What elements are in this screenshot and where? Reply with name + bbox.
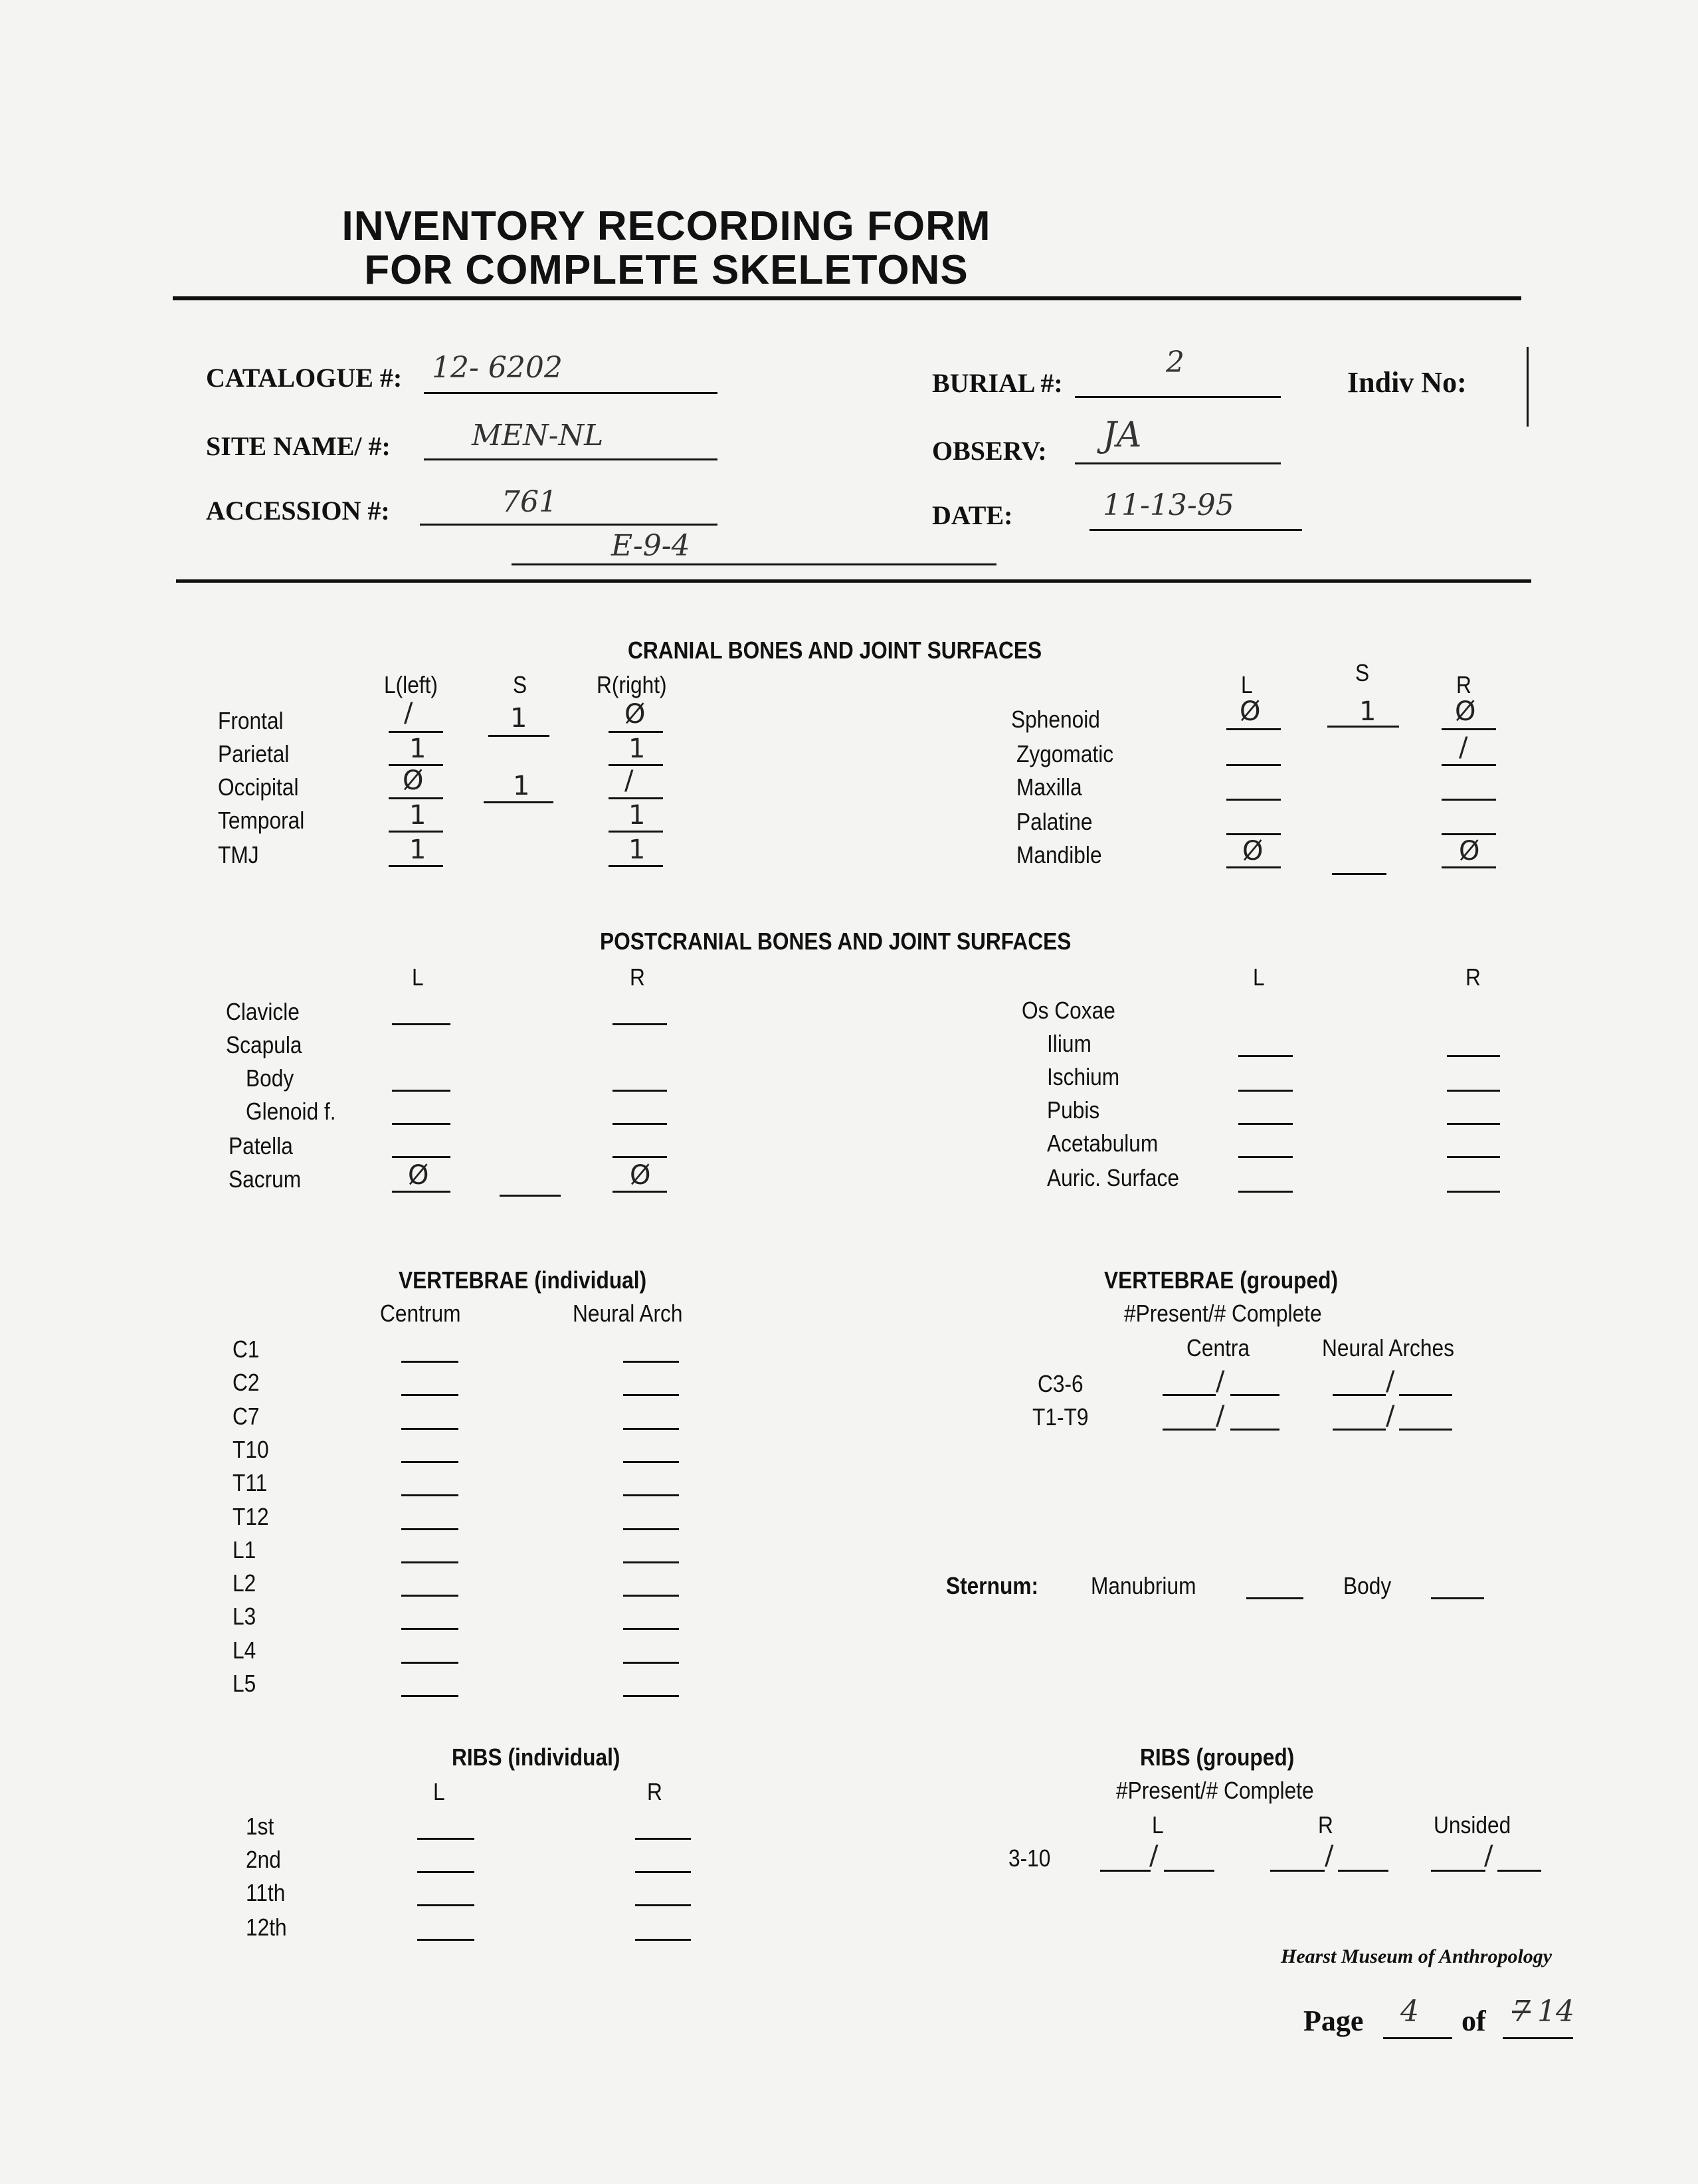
ribs-grp-col-r: R xyxy=(1318,1811,1333,1838)
ribs-grp-col-unsided: Unsided xyxy=(1434,1811,1511,1838)
vert-grp-sub: #Present/# Complete xyxy=(1124,1300,1322,1327)
slash-t1t9-arches: / xyxy=(1386,1401,1395,1431)
form-title-line2: FOR COMPLETE SKELETONS xyxy=(364,247,969,293)
slash-t1t9-centra: / xyxy=(1216,1401,1225,1431)
blank-rib11-l[interactable] xyxy=(417,1904,474,1906)
blank-ribs-u-present[interactable] xyxy=(1431,1870,1485,1872)
mark-sphenoid-l: Ø xyxy=(1240,696,1261,727)
burial-value[interactable]: 2 xyxy=(1166,346,1184,379)
slash-c36-arches: / xyxy=(1386,1366,1395,1397)
cranial-col-l2: L xyxy=(1241,671,1253,698)
blank-neural-arch[interactable] xyxy=(623,1394,679,1396)
blank-rib1-r[interactable] xyxy=(635,1838,691,1840)
page-number[interactable]: 4 xyxy=(1400,1995,1419,2029)
blank-ribs-l-complete[interactable] xyxy=(1164,1870,1214,1872)
postcranial-col-r2: R xyxy=(1465,963,1481,991)
blank-centrum[interactable] xyxy=(401,1561,458,1563)
vert-ind-row-label: C2 xyxy=(233,1369,260,1397)
blank-clavicle-r[interactable] xyxy=(613,1023,667,1025)
mark-sphenoid-s: 1 xyxy=(1359,696,1376,727)
blank-t1t9-arch-complete[interactable] xyxy=(1399,1429,1452,1431)
mark-temporal-l: 1 xyxy=(409,800,426,831)
blank-neural-arch[interactable] xyxy=(623,1428,679,1430)
blank-rib2-r[interactable] xyxy=(635,1871,691,1873)
accession-label: ACCESSION #: xyxy=(206,496,390,526)
blank-sacrum-s[interactable] xyxy=(500,1195,561,1197)
vert-ind-row-label: L4 xyxy=(233,1636,256,1664)
cranial-row-zygomatic: Zygomatic xyxy=(1016,740,1114,767)
catalogue-line xyxy=(424,392,717,394)
ribs-row-12th: 12th xyxy=(246,1914,287,1941)
cranial-row-parietal: Parietal xyxy=(218,740,290,767)
indiv-label: Indiv No: xyxy=(1347,366,1467,399)
blank-sphenoid-r[interactable] xyxy=(1442,728,1496,730)
slash-ribs-r: / xyxy=(1325,1840,1334,1871)
blank-frontal-s[interactable] xyxy=(488,735,549,737)
indiv-box-edge xyxy=(1527,347,1529,427)
blank-rib11-r[interactable] xyxy=(635,1904,691,1906)
post-row-glenoid: Glenoid f. xyxy=(246,1098,336,1125)
mark-temporal-r: 1 xyxy=(628,800,646,831)
blank-ilium-l[interactable] xyxy=(1238,1055,1293,1057)
page-number-line xyxy=(1383,2037,1452,2039)
mark-sacrum-l: Ø xyxy=(408,1160,429,1191)
cranial-row-tmj: TMJ xyxy=(218,841,259,868)
blank-occipital-s[interactable] xyxy=(484,801,553,803)
blank-palatine-l[interactable] xyxy=(1226,833,1281,835)
observ-value[interactable]: JA xyxy=(1103,415,1142,455)
post-row-pubis: Pubis xyxy=(1047,1096,1100,1124)
blank-c36-arch-complete[interactable] xyxy=(1399,1394,1452,1396)
slash-ribs-l: / xyxy=(1149,1840,1159,1871)
mark-occipital-r: / xyxy=(624,765,634,796)
site-value[interactable]: MEN-NL xyxy=(472,419,604,452)
cranial-row-palatine: Palatine xyxy=(1016,808,1093,835)
blank-neural-arch[interactable] xyxy=(623,1595,679,1597)
accession-extra: E-9-4 xyxy=(611,529,690,563)
postcranial-col-l2: L xyxy=(1253,963,1265,991)
sternum-manubrium-label: Manubrium xyxy=(1091,1572,1196,1599)
vert-ind-row-label: C1 xyxy=(233,1336,260,1363)
blank-neural-arch[interactable] xyxy=(623,1695,679,1697)
vert-ind-row-label: T12 xyxy=(233,1502,269,1530)
cranial-row-occipital: Occipital xyxy=(218,773,299,801)
blank-centrum[interactable] xyxy=(401,1595,458,1597)
cranial-col-r: R(right) xyxy=(597,671,667,698)
blank-frontal-l[interactable] xyxy=(389,731,443,733)
ribs-grp-row: 3-10 xyxy=(1008,1844,1051,1872)
blank-tmj-l[interactable] xyxy=(389,865,443,867)
blank-mandible-s[interactable] xyxy=(1332,873,1386,875)
blank-c36-present[interactable] xyxy=(1163,1394,1216,1396)
blank-neural-arch[interactable] xyxy=(623,1494,679,1496)
blank-palatine-r[interactable] xyxy=(1442,833,1496,835)
blank-temporal-l[interactable] xyxy=(389,831,443,833)
blank-centrum[interactable] xyxy=(401,1494,458,1496)
blank-mandible-r[interactable] xyxy=(1442,866,1496,868)
blank-tmj-r[interactable] xyxy=(609,865,663,867)
vert-ind-heading: VERTEBRAE (individual) xyxy=(399,1266,647,1294)
blank-pubis-r[interactable] xyxy=(1447,1123,1500,1125)
blank-neural-arch[interactable] xyxy=(623,1662,679,1664)
cranial-row-temporal: Temporal xyxy=(218,807,305,834)
post-row-patella: Patella xyxy=(229,1132,293,1159)
blank-neural-arch[interactable] xyxy=(623,1528,679,1530)
cranial-row-frontal: Frontal xyxy=(218,707,284,734)
museum-name: Hearst Museum of Anthropology xyxy=(1281,1945,1553,1967)
of-label: of xyxy=(1462,2005,1486,2037)
post-row-body: Body xyxy=(246,1064,294,1092)
blank-occipital-r[interactable] xyxy=(609,797,663,799)
post-row-auric: Auric. Surface xyxy=(1047,1164,1179,1191)
accession-line xyxy=(420,524,717,526)
sternum-label: Sternum: xyxy=(946,1572,1039,1599)
blank-centrum[interactable] xyxy=(401,1695,458,1697)
blank-maxilla-r[interactable] xyxy=(1442,799,1496,801)
vert-grp-row-t1t9: T1-T9 xyxy=(1032,1403,1089,1431)
blank-rib1-l[interactable] xyxy=(417,1838,474,1840)
blank-temporal-r[interactable] xyxy=(609,831,663,833)
blank-ischium-l[interactable] xyxy=(1238,1090,1293,1092)
blank-auric-l[interactable] xyxy=(1238,1191,1293,1193)
burial-line xyxy=(1075,396,1281,398)
blank-auric-r[interactable] xyxy=(1447,1191,1500,1193)
blank-ribs-r-complete[interactable] xyxy=(1338,1870,1388,1872)
vert-ind-row-label: L3 xyxy=(233,1603,256,1631)
blank-t1t9-present[interactable] xyxy=(1163,1429,1216,1431)
mark-frontal-r: Ø xyxy=(624,699,646,730)
blank-c36-arch-present[interactable] xyxy=(1333,1394,1386,1396)
blank-glenoid-r[interactable] xyxy=(613,1123,667,1125)
post-row-acetabulum: Acetabulum xyxy=(1047,1130,1159,1157)
blank-centrum[interactable] xyxy=(401,1461,458,1463)
blank-centrum[interactable] xyxy=(401,1528,458,1530)
header-rule xyxy=(176,579,1531,583)
date-label: DATE: xyxy=(932,500,1013,530)
slash-c36-centra: / xyxy=(1216,1366,1225,1397)
vert-grp-heading: VERTEBRAE (grouped) xyxy=(1104,1266,1338,1294)
post-row-sacrum: Sacrum xyxy=(229,1165,302,1193)
date-value[interactable]: 11-13-95 xyxy=(1103,488,1234,522)
post-row-ischium: Ischium xyxy=(1047,1063,1120,1090)
vert-ind-row-label: L2 xyxy=(233,1569,256,1597)
mark-zygomatic-r: / xyxy=(1459,732,1468,763)
catalogue-value[interactable]: 12- 6202 xyxy=(432,351,563,385)
blank-ilium-r[interactable] xyxy=(1447,1055,1500,1057)
blank-centrum[interactable] xyxy=(401,1628,458,1630)
post-row-ilium: Ilium xyxy=(1047,1030,1091,1057)
blank-patella-l[interactable] xyxy=(392,1156,450,1158)
blank-occipital-l[interactable] xyxy=(389,797,443,799)
title-rule xyxy=(173,296,1521,300)
blank-rib12-r[interactable] xyxy=(635,1939,691,1941)
ribs-grp-heading: RIBS (grouped) xyxy=(1140,1743,1295,1771)
cranial-heading: CRANIAL BONES AND JOINT SURFACES xyxy=(628,637,1042,664)
cranial-col-s2: S xyxy=(1355,659,1370,686)
vert-ind-row-label: L5 xyxy=(233,1670,256,1697)
accession-value[interactable]: 761 xyxy=(502,485,557,519)
mark-parietal-l: 1 xyxy=(409,734,426,764)
accession-extra-line xyxy=(512,563,996,565)
post-row-oscoxae: Os Coxae xyxy=(1022,997,1115,1024)
site-line xyxy=(424,458,717,460)
blank-manubrium[interactable] xyxy=(1246,1597,1303,1599)
blank-frontal-r[interactable] xyxy=(609,731,663,733)
blank-clavicle-l[interactable] xyxy=(392,1023,450,1025)
cranial-col-l: L(left) xyxy=(384,671,438,698)
mark-parietal-r: 1 xyxy=(628,734,646,764)
blank-centrum[interactable] xyxy=(401,1394,458,1396)
blank-ischium-r[interactable] xyxy=(1447,1090,1500,1092)
blank-acetabulum-l[interactable] xyxy=(1238,1156,1293,1158)
blank-sacrum-r[interactable] xyxy=(613,1191,667,1193)
blank-t1t9-arch-present[interactable] xyxy=(1333,1429,1386,1431)
mark-occipital-s: 1 xyxy=(513,771,530,801)
mark-occipital-l: Ø xyxy=(403,765,424,796)
blank-pubis-l[interactable] xyxy=(1238,1123,1293,1125)
ribs-ind-col-r: R xyxy=(647,1778,662,1805)
blank-neural-arch[interactable] xyxy=(623,1628,679,1630)
cranial-col-r2: R xyxy=(1456,671,1471,698)
observ-line xyxy=(1075,462,1281,464)
vert-ind-col-centrum: Centrum xyxy=(380,1300,461,1327)
blank-parietal-r[interactable] xyxy=(609,764,663,766)
page-label: Page xyxy=(1303,2005,1364,2037)
blank-neural-arch[interactable] xyxy=(623,1461,679,1463)
mark-frontal-l: / xyxy=(404,698,413,728)
page-total[interactable]: 14 xyxy=(1537,1995,1574,2029)
cranial-row-sphenoid: Sphenoid xyxy=(1011,706,1100,733)
ribs-row-11th: 11th xyxy=(246,1879,286,1906)
observ-label: OBSERV: xyxy=(932,436,1047,466)
blank-centrum[interactable] xyxy=(401,1361,458,1363)
blank-rib2-l[interactable] xyxy=(417,1871,474,1873)
vert-grp-col-centra: Centra xyxy=(1186,1334,1250,1361)
cranial-row-maxilla: Maxilla xyxy=(1016,773,1082,801)
sternum-body-label: Body xyxy=(1343,1572,1392,1599)
blank-glenoid-l[interactable] xyxy=(392,1123,450,1125)
ribs-row-1st: 1st xyxy=(246,1813,274,1840)
blank-mandible-l[interactable] xyxy=(1226,866,1281,868)
post-row-clavicle: Clavicle xyxy=(226,998,300,1025)
blank-ribs-l-present[interactable] xyxy=(1100,1870,1151,1872)
ribs-row-2nd: 2nd xyxy=(246,1846,281,1873)
blank-neural-arch[interactable] xyxy=(623,1561,679,1563)
mark-sphenoid-r: Ø xyxy=(1455,696,1476,727)
cranial-row-mandible: Mandible xyxy=(1016,841,1102,868)
blank-sphenoid-l[interactable] xyxy=(1226,728,1281,730)
vert-ind-row-label: T11 xyxy=(233,1469,268,1497)
form-title-line1: INVENTORY RECORDING FORM xyxy=(341,203,991,249)
vert-grp-col-arches: Neural Arches xyxy=(1322,1334,1454,1361)
blank-t1t9-complete[interactable] xyxy=(1230,1429,1279,1431)
mark-mandible-r: Ø xyxy=(1459,836,1480,866)
ribs-ind-heading: RIBS (individual) xyxy=(452,1743,620,1771)
blank-centrum[interactable] xyxy=(401,1428,458,1430)
vert-ind-row-label: C7 xyxy=(233,1402,260,1430)
blank-maxilla-l[interactable] xyxy=(1226,799,1281,801)
vert-ind-row-label: T10 xyxy=(233,1435,269,1463)
blank-zygomatic-l[interactable] xyxy=(1226,764,1281,766)
blank-body-r[interactable] xyxy=(613,1090,667,1092)
blank-sacrum-l[interactable] xyxy=(392,1191,450,1193)
mark-tmj-l: 1 xyxy=(409,835,426,865)
catalogue-label: CATALOGUE #: xyxy=(206,363,403,393)
blank-ribs-r-present[interactable] xyxy=(1270,1870,1325,1872)
blank-neural-arch[interactable] xyxy=(623,1361,679,1363)
blank-patella-r[interactable] xyxy=(613,1156,667,1158)
ribs-ind-col-l: L xyxy=(433,1778,445,1805)
vert-ind-col-arch: Neural Arch xyxy=(573,1300,683,1327)
site-label: SITE NAME/ #: xyxy=(206,431,391,461)
date-line xyxy=(1089,529,1302,531)
blank-sternum-body[interactable] xyxy=(1431,1597,1484,1599)
burial-label: BURIAL #: xyxy=(932,368,1063,398)
blank-body-l[interactable] xyxy=(392,1090,450,1092)
ribs-grp-col-l: L xyxy=(1152,1811,1164,1838)
mark-tmj-r: 1 xyxy=(628,835,646,865)
blank-centrum[interactable] xyxy=(401,1662,458,1664)
blank-zygomatic-r[interactable] xyxy=(1442,764,1496,766)
post-row-scapula: Scapula xyxy=(226,1031,302,1058)
ribs-grp-sub: #Present/# Complete xyxy=(1116,1777,1314,1804)
blank-ribs-u-complete[interactable] xyxy=(1497,1870,1541,1872)
postcranial-col-r: R xyxy=(630,963,645,991)
mark-frontal-s: 1 xyxy=(510,703,527,734)
blank-c36-complete[interactable] xyxy=(1230,1394,1279,1396)
postcranial-heading: POSTCRANIAL BONES AND JOINT SURFACES xyxy=(600,928,1072,955)
mark-sacrum-r: Ø xyxy=(630,1160,651,1191)
vert-grp-row-c36: C3-6 xyxy=(1038,1370,1084,1397)
postcranial-col-l: L xyxy=(412,963,424,991)
blank-rib12-l[interactable] xyxy=(417,1939,474,1941)
page-total-struck: 7 xyxy=(1512,1995,1531,2029)
slash-ribs-u: / xyxy=(1484,1840,1493,1871)
vert-ind-row-label: L1 xyxy=(233,1536,256,1563)
page-total-line xyxy=(1503,2037,1573,2039)
mark-mandible-l: Ø xyxy=(1242,836,1264,866)
blank-acetabulum-r[interactable] xyxy=(1447,1156,1500,1158)
cranial-col-s: S xyxy=(513,671,527,698)
